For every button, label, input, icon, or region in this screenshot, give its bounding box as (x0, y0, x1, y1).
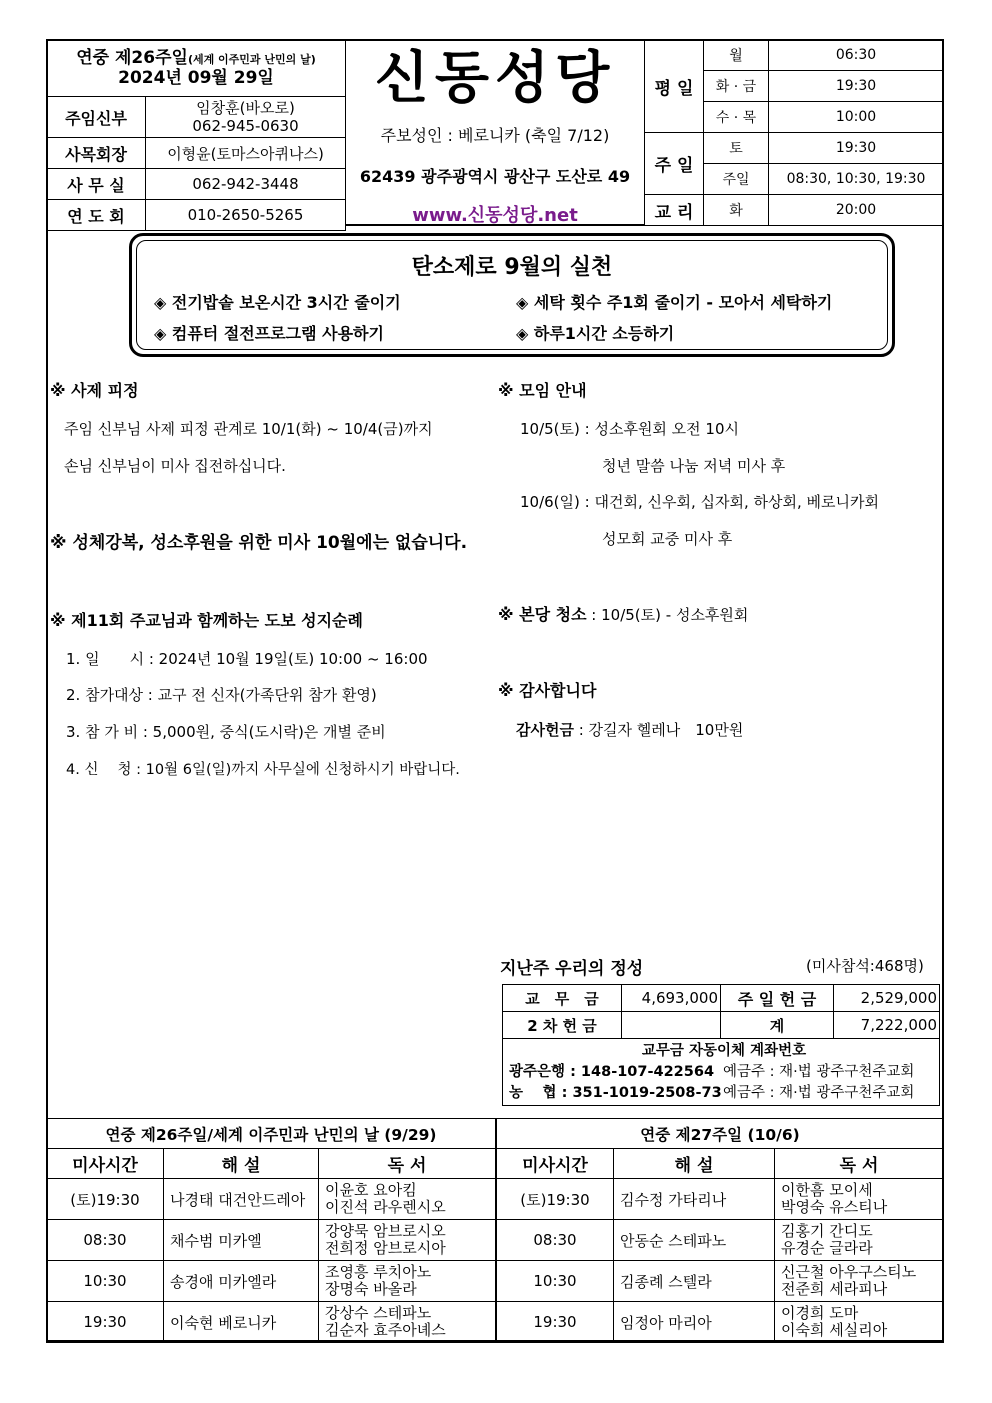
reader: 장명숙 바올라 (325, 1280, 417, 1298)
readers (319, 1220, 496, 1261)
ministry-row (47, 1179, 496, 1220)
ministry-table-right (496, 1118, 944, 1343)
offering-amount: 4,693,000 (622, 985, 721, 1012)
ministry-header: 미사시간 (497, 1149, 614, 1179)
reader: 이한흠 모이세 (781, 1181, 873, 1199)
ministry-row (497, 1220, 944, 1261)
bank-account: 광주은행 : 148-107-422564 (509, 1063, 715, 1080)
bank-row (509, 1062, 939, 1083)
retreat-line: 손님 신부님이 미사 집전하십니다. (64, 457, 286, 475)
pilgrimage-title: ※ 제11회 주교님과 함께하는 도보 성지순례 (50, 611, 363, 630)
church-name: 신동성당 (374, 46, 616, 111)
ministry-header: 독 서 (775, 1149, 944, 1179)
mass-time: 08:30 (47, 1220, 164, 1261)
mass-time: 19:30 (47, 1302, 164, 1343)
mass-schedule-table (644, 39, 944, 226)
sunday-title-cell (47, 40, 346, 97)
carbon-zero-banner (129, 233, 895, 357)
patron-saint: 주보성인 : 베로니카 (축일 7/12) (380, 126, 610, 145)
mass-time: 19:30 (497, 1302, 614, 1343)
ministry-row (497, 1302, 944, 1343)
commentator: 김수정 가타리나 (614, 1179, 775, 1220)
commentator: 이숙현 베로니카 (164, 1302, 319, 1343)
schedule-time: 06:30 (769, 40, 944, 71)
retreat-title: ※ 사제 피정 (50, 381, 139, 400)
pastor-value (146, 97, 346, 138)
council-label: 사목회장 (47, 138, 146, 169)
ministry-row (47, 1261, 496, 1302)
bank-owner: 예금주 : 재·법 광주구천주교회 (723, 1084, 915, 1101)
offering-amount (622, 1012, 721, 1039)
reader: 이경희 도마 (781, 1304, 859, 1322)
ministry-title: 연중 제27주일 (10/6) (497, 1119, 944, 1149)
schedule-day: 화 (704, 195, 769, 226)
commentator: 임정아 마리아 (614, 1302, 775, 1343)
church-header (346, 39, 644, 226)
schedule-time: 19:30 (769, 133, 944, 164)
reader: 강양묵 암브로시오 (325, 1222, 446, 1240)
church-address: 62439 광주광역시 광산구 도산로 49 (359, 167, 631, 186)
attendance-count: (미사참석:468명) (806, 957, 924, 975)
ministry-header: 해 설 (614, 1149, 775, 1179)
offering-label: 계 (721, 1012, 834, 1039)
pastor-phone: 062-945-0630 (192, 117, 299, 135)
weekday-label: 평 일 (645, 40, 704, 133)
pastor-name: 임창훈(바오로) (196, 99, 295, 117)
schedule-day: 월 (704, 40, 769, 71)
readers (775, 1261, 944, 1302)
pilgrimage-line: 4. 신 청 : 10월 6일(일)까지 사무실에 신청하시기 바랍니다. (66, 762, 460, 778)
commentator: 채수범 미카엘 (164, 1220, 319, 1261)
pilgrimage-line: 3. 참 가 비 : 5,000원, 중식(도시락)은 개별 준비 (66, 723, 386, 741)
reader: 이진석 라우렌시오 (325, 1198, 446, 1216)
reader: 이숙희 세실리아 (781, 1321, 888, 1339)
bank-info (503, 1039, 940, 1106)
meeting-line: 성모회 교중 미사 후 (602, 530, 733, 548)
schedule-time: 20:00 (769, 195, 944, 226)
reader: 박영숙 유스티나 (781, 1198, 888, 1216)
offering-label: 주 일 헌 금 (721, 985, 834, 1012)
schedule-time: 10:00 (769, 102, 944, 133)
ministry-header: 독 서 (319, 1149, 496, 1179)
bank-account: 농 협 : 351-1019-2508-73 (509, 1084, 722, 1101)
cleaning-notice (498, 602, 748, 625)
bulletin-date: 2024년 09월 29일 (118, 67, 274, 88)
meeting-line: 10/6(일) : 대건회, 신우회, 십자회, 하상회, 베로니카회 (520, 493, 879, 511)
readers (319, 1261, 496, 1302)
mass-time: 10:30 (47, 1261, 164, 1302)
schedule-day: 수 · 목 (704, 102, 769, 133)
schedule-day: 토 (704, 133, 769, 164)
reader: 전준희 세라피나 (781, 1280, 888, 1298)
thanks-label: 감사헌금 (516, 721, 574, 739)
commentator: 안동순 스테파노 (614, 1220, 775, 1261)
council-value: 이형윤(토마스아퀴나스) (146, 138, 346, 169)
schedule-time: 08:30, 10:30, 19:30 (769, 164, 944, 195)
ministry-table-left (46, 1118, 496, 1343)
readers (319, 1179, 496, 1220)
banner-item: ◈ 컴퓨터 절전프로그램 사용하기 (154, 324, 384, 343)
offering-total: 7,222,000 (834, 1012, 940, 1039)
schedule-day: 화 · 금 (704, 71, 769, 102)
banner-title: 탄소제로 9월의 실천 (411, 255, 613, 280)
benediction-notice: ※ 성체강복, 성소후원을 위한 미사 10월에는 없습니다. (50, 533, 468, 553)
schedule-day: 주일 (704, 164, 769, 195)
offering-label: 2 차 헌 금 (503, 1012, 622, 1039)
office-label: 사 무 실 (47, 169, 146, 200)
bank-title: 교무금 자동이체 계좌번호 (641, 1042, 807, 1059)
meeting-title: ※ 모임 안내 (498, 381, 587, 400)
ministry-row (47, 1302, 496, 1343)
cleaning-text: : 10/5(토) - 성소후원회 (586, 606, 749, 624)
banner-item: ◈ 세탁 횟수 주1회 줄이기 - 모아서 세탁하기 (516, 293, 833, 312)
commentator: 김종례 스텔라 (614, 1261, 775, 1302)
ministry-row (497, 1179, 944, 1220)
thanks-line (516, 719, 743, 740)
reader: 조영흥 루치아노 (325, 1263, 432, 1281)
banner-item: ◈ 하루1시간 소등하기 (516, 324, 675, 343)
cleaning-title: ※ 본당 청소 (498, 605, 587, 624)
ministry-header: 미사시간 (47, 1149, 164, 1179)
reader: 김홍기 간디도 (781, 1222, 873, 1240)
ministry-title: 연중 제26주일/세계 이주민과 난민의 날 (9/29) (47, 1119, 496, 1149)
reader: 이윤호 요아킴 (325, 1181, 417, 1199)
offering-table (502, 984, 940, 1106)
church-website[interactable]: www.신동성당.net (412, 205, 578, 226)
bank-owner: 예금주 : 재·법 광주구천주교회 (723, 1063, 915, 1080)
catechism-label: 교 리 (645, 195, 704, 226)
reader: 신근철 아우구스티노 (781, 1263, 917, 1281)
sunday-title: 연중 제26주일 (76, 47, 188, 68)
header-info-table (46, 39, 346, 231)
pilgrimage-line: 1. 일 시 : 2024년 10월 19일(토) 10:00 ~ 16:00 (66, 650, 428, 668)
readers (775, 1220, 944, 1261)
meeting-line: 10/5(토) : 성소후원회 오전 10시 (520, 420, 740, 438)
pilgrimage-line: 2. 참가대상 : 교구 전 신자(가족단위 참가 환영) (66, 686, 377, 704)
offering-label: 교 무 금 (503, 985, 622, 1012)
ministry-row (47, 1220, 496, 1261)
mass-time: 10:30 (497, 1261, 614, 1302)
ministry-row (497, 1261, 944, 1302)
pastor-label: 주임신부 (47, 97, 146, 138)
thanks-title: ※ 감사합니다 (498, 681, 597, 700)
deanery-label: 연 도 회 (47, 200, 146, 231)
offering-amount: 2,529,000 (834, 985, 940, 1012)
reader: 김순자 효주아녜스 (325, 1321, 446, 1339)
reader: 전희정 암브로시아 (325, 1239, 446, 1257)
schedule-time: 19:30 (769, 71, 944, 102)
thanks-text: : 강길자 헬레나 10만원 (573, 721, 744, 739)
mass-time: (토)19:30 (497, 1179, 614, 1220)
readers (775, 1179, 944, 1220)
banner-item: ◈ 전기밥솥 보온시간 3시간 줄이기 (154, 293, 401, 312)
reader: 유경순 글라라 (781, 1239, 873, 1257)
meeting-line: 청년 말씀 나눔 저녁 미사 후 (602, 457, 786, 475)
bank-row (509, 1083, 939, 1104)
mass-time: (토)19:30 (47, 1179, 164, 1220)
retreat-line: 주임 신부님 사제 피정 관계로 10/1(화) ~ 10/4(금)까지 (64, 420, 433, 438)
deanery-phone: 010-2650-5265 (146, 200, 346, 231)
readers (319, 1302, 496, 1343)
commentator: 송경애 미카엘라 (164, 1261, 319, 1302)
offering-title: 지난주 우리의 정성 (500, 959, 644, 979)
mass-time: 08:30 (497, 1220, 614, 1261)
sunday-subtitle: (세계 이주민과 난민의 날) (187, 52, 316, 66)
commentator: 나경태 대건안드레아 (164, 1179, 319, 1220)
sunday-label: 주 일 (645, 133, 704, 195)
reader: 강상수 스테파노 (325, 1304, 432, 1322)
readers (775, 1302, 944, 1343)
ministry-header: 해 설 (164, 1149, 319, 1179)
office-phone: 062-942-3448 (146, 169, 346, 200)
